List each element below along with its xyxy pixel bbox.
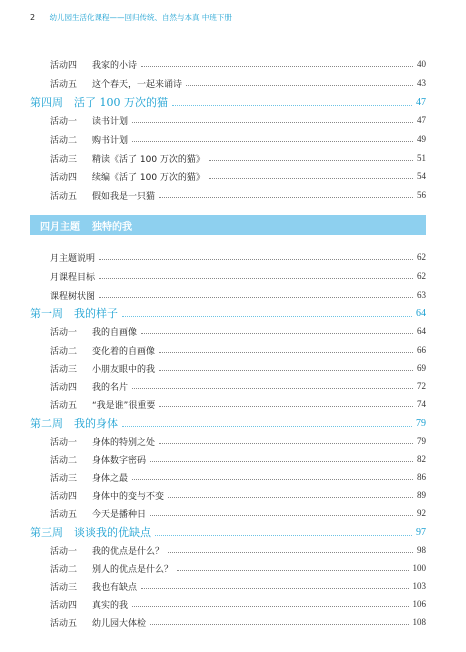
entry-title: 身体之最 <box>92 473 129 484</box>
entry-title: 我家的小诗 <box>92 60 138 71</box>
entry-page: 49 <box>417 134 426 144</box>
entry-label: 活动五 <box>50 400 78 411</box>
leader-dots <box>132 605 408 607</box>
entry-title: 这个春天，一起来诵诗 <box>92 79 183 90</box>
entry-page: 89 <box>417 490 426 500</box>
entry-page: 82 <box>417 454 426 464</box>
entry-page: 72 <box>417 381 426 391</box>
entry-page: 62 <box>417 252 426 262</box>
toc-entry[interactable] <box>50 504 426 522</box>
toc-entry[interactable] <box>50 613 426 631</box>
toc-entry[interactable] <box>50 432 426 450</box>
leader-dots <box>99 277 413 279</box>
entry-label: 活动四 <box>50 382 78 393</box>
week-page: 79 <box>416 417 426 429</box>
entry-page: 74 <box>417 399 426 409</box>
entry-page: 79 <box>417 436 426 446</box>
toc-entry[interactable] <box>50 377 426 395</box>
entry-label: 活动二 <box>50 346 78 357</box>
entry-page: 47 <box>417 115 426 125</box>
week-title: 第三周 谈谈我的优缺点 <box>30 526 151 539</box>
entry-title: 我也有缺点 <box>92 582 138 593</box>
page-number: 2 <box>30 13 36 22</box>
week-page: 97 <box>416 526 426 538</box>
leader-dots <box>159 351 413 353</box>
toc-entry[interactable] <box>50 595 426 613</box>
theme-label: 四月主题 <box>40 221 80 233</box>
entry-title: 身体中的变与不变 <box>92 491 165 502</box>
entry-label: 活动二 <box>50 135 78 146</box>
toc-entry[interactable] <box>50 577 426 595</box>
entry-label: 活动四 <box>50 60 78 71</box>
entry-title: 我的优点是什么？ <box>92 546 165 557</box>
leader-dots <box>99 258 413 260</box>
leader-dots <box>132 140 413 142</box>
theme-banner[interactable] <box>30 215 426 235</box>
week-title: 第一周 我的样子 <box>30 307 118 320</box>
leader-dots <box>141 587 408 589</box>
toc-entry[interactable] <box>50 167 426 185</box>
leader-dots <box>150 623 408 625</box>
entry-page: 106 <box>412 599 426 609</box>
entry-title: 别人的优点是什么？ <box>92 564 174 575</box>
leader-dots <box>177 569 408 571</box>
toc-entry[interactable] <box>50 186 426 204</box>
entry-label: 活动五 <box>50 618 78 629</box>
toc-entry[interactable] <box>50 486 426 504</box>
leader-dots <box>122 426 412 427</box>
entry-label: 活动一 <box>50 546 78 557</box>
leader-dots <box>186 84 413 86</box>
toc-entry[interactable] <box>50 248 426 266</box>
toc-entry[interactable] <box>50 149 426 167</box>
toc-entry[interactable] <box>50 55 426 73</box>
week-heading[interactable] <box>30 303 426 323</box>
entry-label: 活动三 <box>50 473 78 484</box>
toc-entry[interactable] <box>50 286 426 304</box>
toc-entry[interactable] <box>50 559 426 577</box>
entry-label: 活动三 <box>50 582 78 593</box>
entry-page: 103 <box>412 581 426 591</box>
leader-dots <box>172 105 412 106</box>
entry-title: 我的自画像 <box>92 327 138 338</box>
entry-label: 活动四 <box>50 600 78 611</box>
entry-title: 身体的特别之处 <box>92 437 156 448</box>
entry-label: 活动五 <box>50 191 78 202</box>
entry-page: 108 <box>412 617 426 627</box>
entry-title: 月课程目标 <box>50 272 96 283</box>
entry-label: 活动二 <box>50 564 78 575</box>
entry-title: 月主题说明 <box>50 253 96 264</box>
leader-dots <box>132 121 413 123</box>
entry-page: 51 <box>417 153 426 163</box>
theme-title: 独特的我 <box>92 221 132 233</box>
toc-entry[interactable] <box>50 359 426 377</box>
toc-entry[interactable] <box>50 395 426 413</box>
entry-label: 活动三 <box>50 364 78 375</box>
week-heading[interactable] <box>30 522 426 542</box>
entry-title: “我是谁”很重要 <box>92 400 156 411</box>
entry-title: 续编《活了 100 万次的猫》 <box>92 172 205 183</box>
entry-title: 真实的我 <box>92 600 129 611</box>
toc-entry[interactable] <box>50 74 426 92</box>
entry-label: 活动一 <box>50 116 78 127</box>
entry-page: 98 <box>417 545 426 555</box>
entry-label: 活动五 <box>50 79 78 90</box>
page-header <box>30 12 430 28</box>
book-title: 幼儿园生活化课程——回归传统、自然与本真 中班下册 <box>49 13 232 22</box>
leader-dots <box>132 387 413 389</box>
entry-title: 课程树状图 <box>50 291 96 302</box>
week-page: 64 <box>416 307 426 319</box>
leader-dots <box>141 65 413 67</box>
entry-title: 精读《活了 100 万次的猫》 <box>92 154 205 165</box>
entry-page: 43 <box>417 78 426 88</box>
entry-label: 活动四 <box>50 172 78 183</box>
entry-title: 读书计划 <box>92 116 129 127</box>
week-title: 第四周 活了 100 万次的猫 <box>30 96 168 109</box>
entry-page: 40 <box>417 59 426 69</box>
entry-label: 活动三 <box>50 154 78 165</box>
entry-title: 假如我是一只猫 <box>92 191 156 202</box>
entry-page: 54 <box>417 171 426 181</box>
leader-dots <box>209 159 413 161</box>
week-title: 第二周 我的身体 <box>30 417 118 430</box>
entry-page: 66 <box>417 345 426 355</box>
entry-title: 身体数字密码 <box>92 455 147 466</box>
leader-dots <box>159 369 413 371</box>
entry-page: 69 <box>417 363 426 373</box>
entry-label: 活动五 <box>50 509 78 520</box>
entry-page: 62 <box>417 271 426 281</box>
entry-page: 100 <box>412 563 426 573</box>
toc-entry[interactable] <box>50 322 426 340</box>
entry-title: 小朋友眼中的我 <box>92 364 156 375</box>
entry-page: 64 <box>417 326 426 336</box>
entry-page: 92 <box>417 508 426 518</box>
toc-entry[interactable] <box>50 111 426 129</box>
week-page: 47 <box>416 96 426 108</box>
entry-title: 变化着的自画像 <box>92 346 156 357</box>
toc-entry[interactable] <box>50 341 426 359</box>
toc-entry[interactable] <box>50 130 426 148</box>
leader-dots <box>168 496 413 498</box>
leader-dots <box>209 177 413 179</box>
entry-page: 56 <box>417 190 426 200</box>
leader-dots <box>159 405 413 407</box>
leader-dots <box>168 551 413 553</box>
leader-dots <box>155 535 412 536</box>
entry-title: 今天是播种日 <box>92 509 147 520</box>
leader-dots <box>132 478 413 480</box>
toc-entry[interactable] <box>50 450 426 468</box>
entry-page: 63 <box>417 290 426 300</box>
entry-title: 幼儿园大体检 <box>92 618 147 629</box>
entry-label: 活动一 <box>50 437 78 448</box>
entry-label: 活动二 <box>50 455 78 466</box>
leader-dots <box>150 514 413 516</box>
entry-title: 我的名片 <box>92 382 129 393</box>
week-heading[interactable] <box>30 413 426 433</box>
leader-dots <box>159 442 413 444</box>
leader-dots <box>141 332 413 334</box>
entry-page: 86 <box>417 472 426 482</box>
toc-entry[interactable] <box>50 541 426 559</box>
entry-label: 活动一 <box>50 327 78 338</box>
leader-dots <box>99 296 413 298</box>
entry-title: 购书计划 <box>92 135 129 146</box>
toc-entry[interactable] <box>50 267 426 285</box>
week-heading[interactable] <box>30 92 426 112</box>
leader-dots <box>122 316 412 317</box>
leader-dots <box>159 196 413 198</box>
leader-dots <box>150 460 413 462</box>
entry-label: 活动四 <box>50 491 78 502</box>
toc-entry[interactable] <box>50 468 426 486</box>
